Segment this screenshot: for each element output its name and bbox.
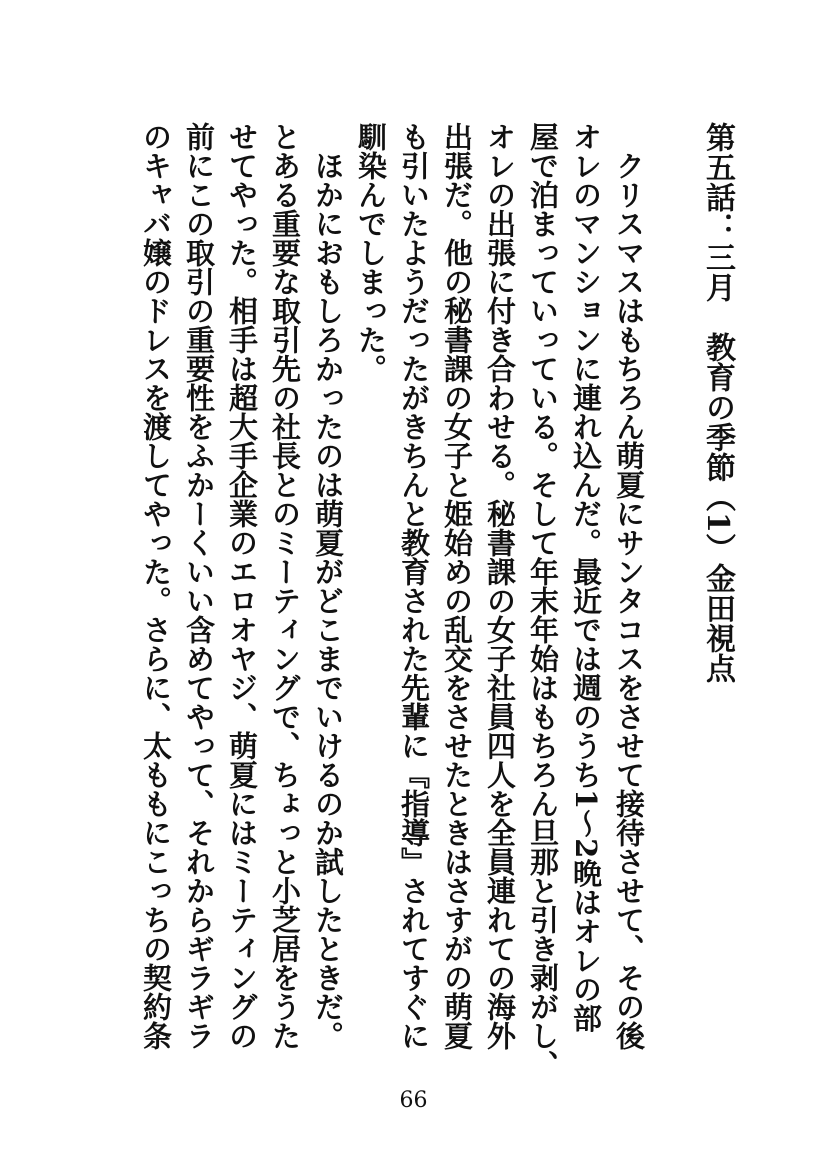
text-line: 出張だ。他の秘書課の女子と姫始めの乱交をさせたときはさすがの萌夏: [440, 122, 474, 1050]
text-line: クリスマスはもちろん萌夏にサンタコスをさせて接待させて、その後: [612, 122, 646, 1050]
text-line: 前にこの取引の重要性をふかーくいい含めてやって、それからギラギラ: [182, 122, 216, 1050]
text-line: も引いたようだったがきちんと教育された先輩に『指導』されてすぐに: [397, 122, 431, 1050]
chapter-title: 第五話：三月 教育の季節（1）金田視点: [700, 122, 735, 683]
text-line: オレのマンションに連れ込んだ。最近では週のうち1～2晩はオレの部: [569, 122, 603, 1033]
text-line: ほかにおもしろかったのは萌夏がどこまでいけるのか試したときだ。: [311, 122, 345, 1050]
text-line: 馴染んでしまった。: [354, 122, 388, 383]
text-line: のキャバ嬢のドレスを渡してやった。さらに、太ももにこっちの契約条: [139, 122, 173, 1050]
text-line: オレの出張に付き合わせる。秘書課の女子社員四人を全員連れての海外: [483, 122, 517, 1050]
page-number: 66: [399, 1088, 428, 1113]
text-line: 屋で泊まっていっている。そして年末年始はもちろん旦那と引き剥がし、: [526, 122, 560, 1079]
text-line: せてやった。相手は超大手企業のエロオヤジ、萌夏にはミーティングの: [225, 122, 259, 1050]
text-line: とある重要な取引先の社長とのミーティングで、ちょっと小芝居をうた: [268, 122, 302, 1050]
vertical-text-block: [134, 122, 739, 1082]
